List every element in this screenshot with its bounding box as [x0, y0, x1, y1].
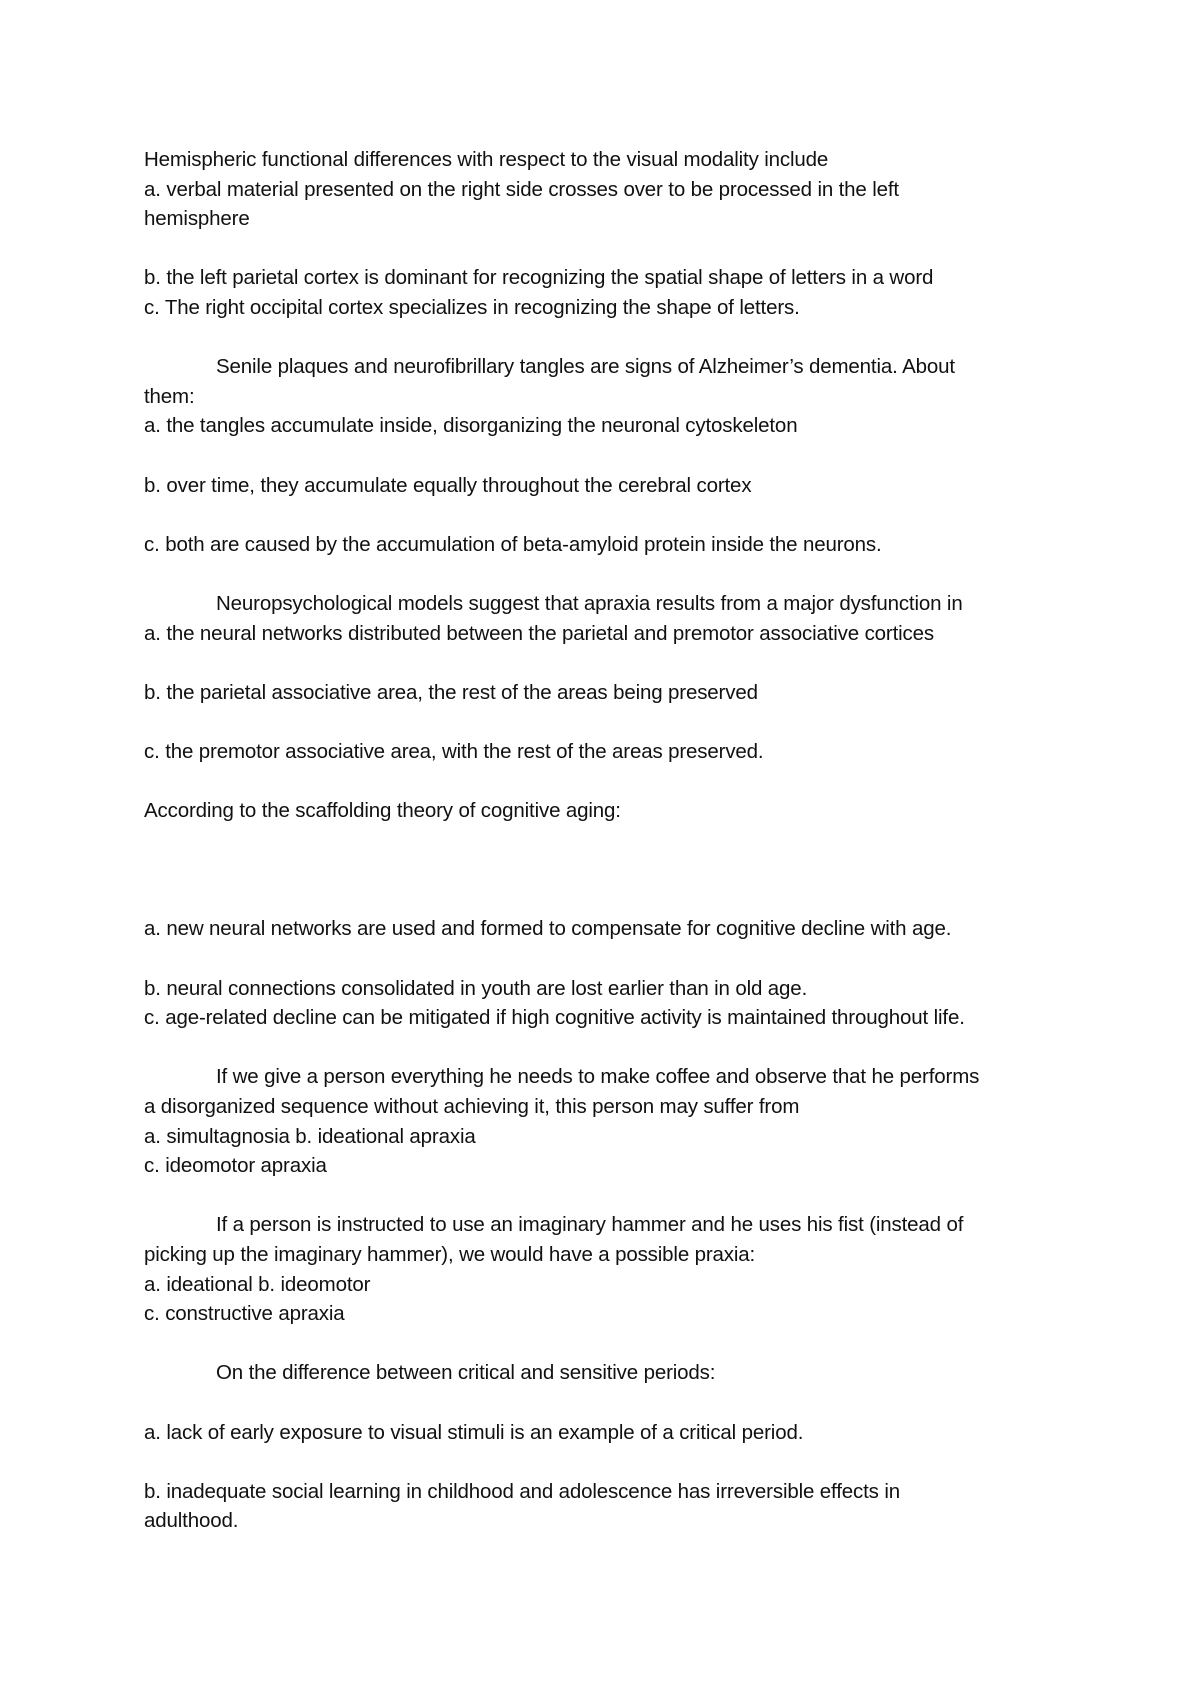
spacer — [144, 944, 1074, 974]
question-1-option-c: c. The right occipital cortex specializes in recognizing the shape of letters. — [144, 295, 800, 319]
spacer — [144, 707, 1074, 737]
spacer — [144, 1388, 1074, 1418]
question-5-option-c: c. ideomotor apraxia — [144, 1154, 327, 1178]
question-2-option-b: b. over time, they accumulate equally throughout the cerebral cortex — [144, 473, 752, 497]
spacer — [144, 234, 1074, 264]
question-5-stem: If we give a person everything he needs to make coffee and observe that he performs — [216, 1065, 980, 1089]
question-5-options-ab: a. simultagnosia b. ideational apraxia — [144, 1124, 476, 1148]
spacer — [144, 500, 1074, 530]
spacer — [144, 766, 1074, 796]
spacer — [144, 1447, 1074, 1477]
question-6-options-ab: a. ideational b. ideomotor — [144, 1272, 371, 1296]
spacer — [144, 441, 1074, 471]
question-6-option-c: c. constructive apraxia — [144, 1302, 345, 1326]
question-2-stem: Senile plaques and neurofibrillary tangles are signs of Alzheimer’s dementia. About — [216, 355, 955, 379]
question-2-option-c: c. both are caused by the accumulation of beta-amyloid protein inside the neurons. — [144, 532, 882, 556]
question-1-stem: Hemispheric functional differences with respect to the visual modality include — [144, 148, 829, 171]
question-3-option-a: a. the neural networks distributed between the parietal and premotor associative cortices — [144, 621, 935, 645]
question-4-option-a: a. new neural networks are used and formed to compensate for cognitive decline with age. — [144, 917, 952, 941]
document-body — [144, 145, 1074, 1536]
question-3-option-c: c. the premotor associative area, with the rest of the areas preserved. — [144, 739, 764, 763]
question-7-option-b: b. inadequate social learning in childhood and adolescence has irreversible effects in — [144, 1479, 900, 1503]
question-3-stem: Neuropsychological models suggest that apraxia results from a major dysfunction in — [216, 591, 963, 615]
spacer — [144, 323, 1074, 353]
question-4-option-c: c. age-related decline can be mitigated if high cognitive activity is maintained throughout life. — [144, 1006, 965, 1030]
question-4-stem: According to the scaffolding theory of cognitive aging: — [144, 799, 621, 823]
question-4-option-b: b. neural connections consolidated in youth are lost earlier than in old age. — [144, 976, 808, 1000]
spacer — [144, 648, 1074, 678]
question-6-stem-cont: picking up the imaginary hammer), we would have a possible praxia: — [144, 1242, 756, 1266]
question-7-option-a: a. lack of early exposure to visual stimuli is an example of a critical period. — [144, 1420, 804, 1444]
question-7-stem: On the difference between critical and sensitive periods: — [216, 1361, 716, 1385]
question-1-option-a: a. verbal material presented on the right side crosses over to be processed in the left — [144, 177, 899, 201]
question-7-option-b-cont: adulthood. — [144, 1509, 239, 1533]
spacer — [144, 1181, 1074, 1211]
spacer — [144, 1329, 1074, 1359]
spacer-large — [144, 826, 1074, 915]
question-6-stem: If a person is instructed to use an imaginary hammer and he uses his fist (instead of — [216, 1213, 964, 1237]
spacer — [144, 559, 1074, 589]
question-2-stem-cont: them: — [144, 384, 195, 408]
question-3-option-b: b. the parietal associative area, the rest of the areas being preserved — [144, 680, 758, 704]
question-1-option-a-cont: hemisphere — [144, 207, 250, 231]
spacer — [144, 1033, 1074, 1063]
question-5-stem-cont: a disorganized sequence without achieving it, this person may suffer from — [144, 1095, 800, 1119]
question-1-option-b: b. the left parietal cortex is dominant for recognizing the spatial shape of letters in a word — [144, 266, 934, 290]
question-2-option-a: a. the tangles accumulate inside, disorganizing the neuronal cytoskeleton — [144, 414, 798, 438]
